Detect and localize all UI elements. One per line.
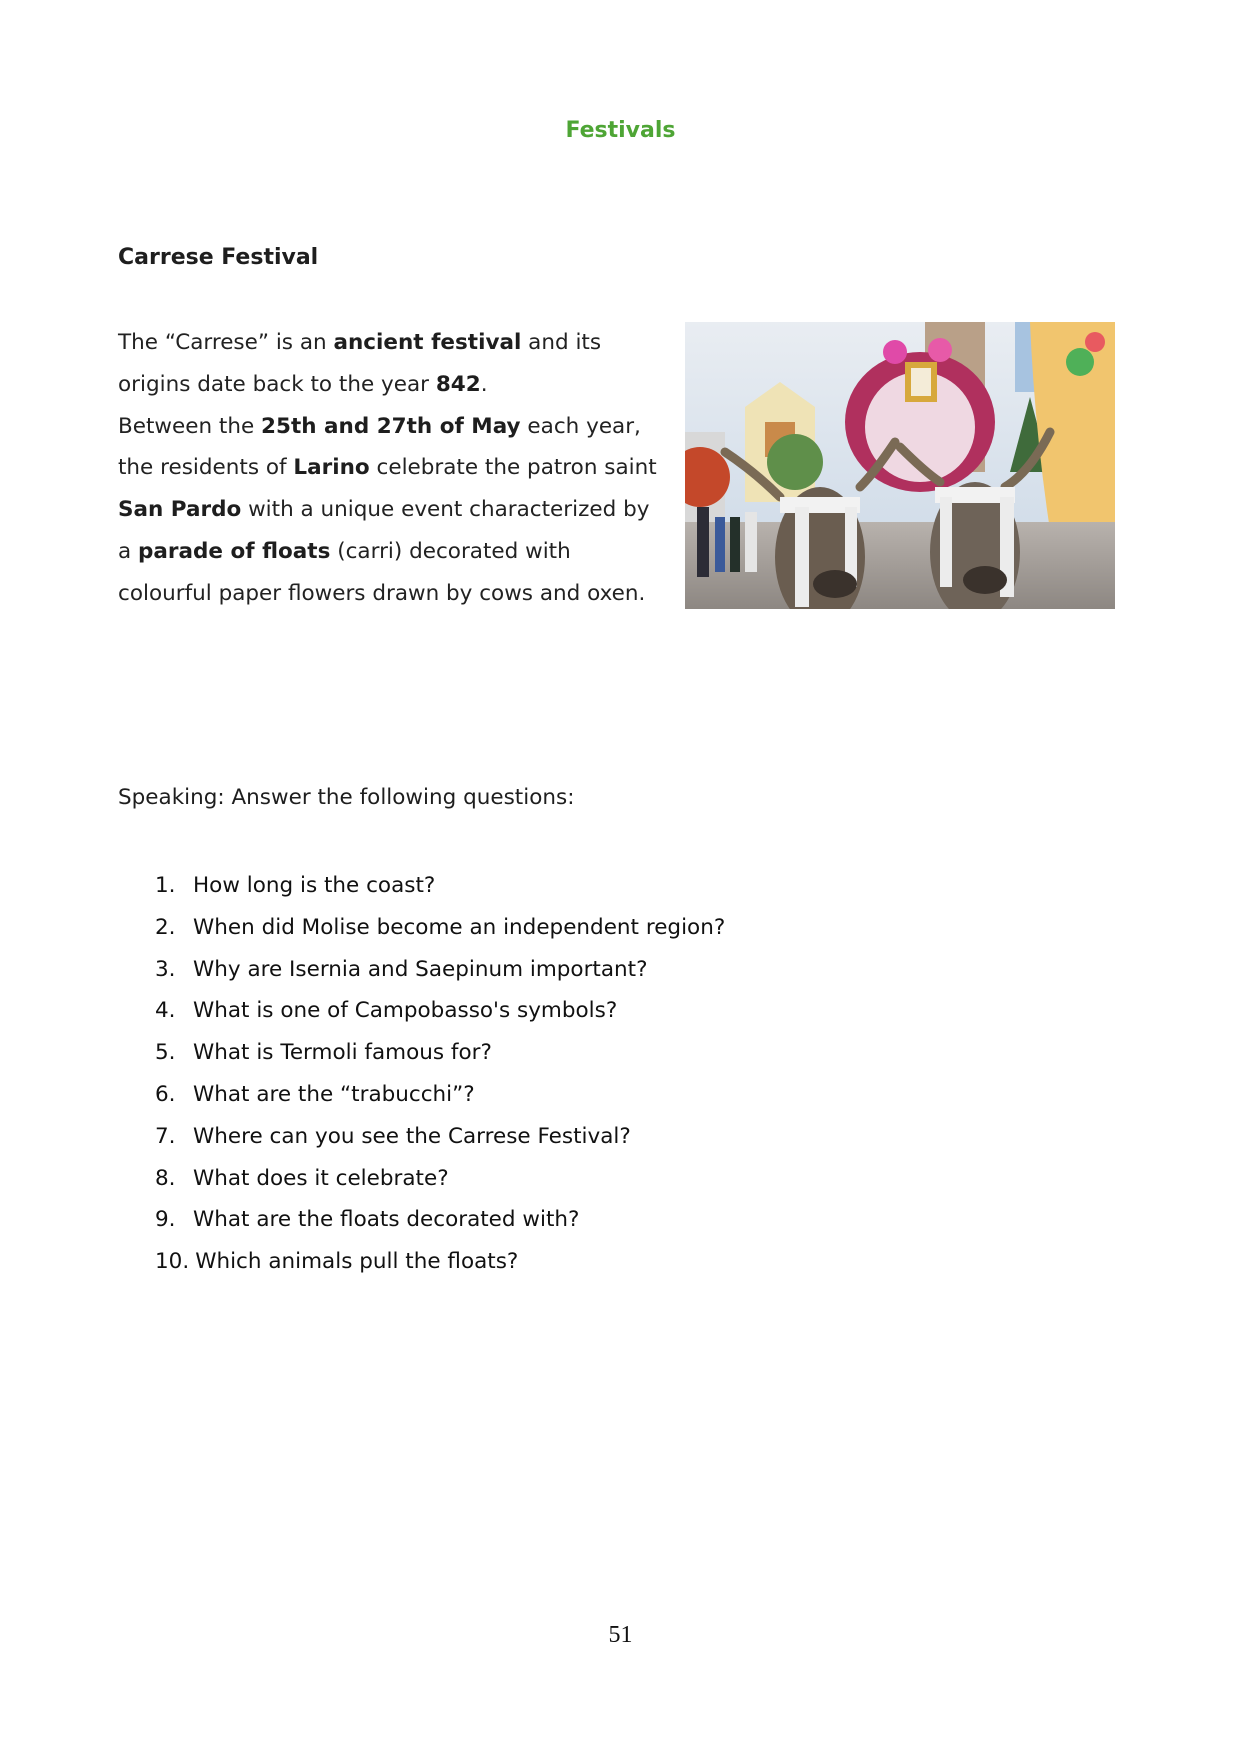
page-title: Festivals	[565, 118, 676, 143]
intro-paragraph	[118, 322, 658, 615]
list-item	[155, 1116, 725, 1158]
page-number: 51	[608, 1622, 633, 1648]
list-item	[155, 1032, 725, 1074]
item-number: 7.	[155, 1123, 176, 1149]
question-text: Where can you see the Carrese Festival?	[193, 1123, 631, 1149]
question-text: What is Termoli famous for?	[193, 1040, 492, 1066]
question-text: Which animals pull the floats?	[195, 1249, 519, 1275]
text: (carri) decorated with colourful paper flowers drawn by cows and oxen.	[118, 538, 646, 606]
text: celebrate the patron saint	[369, 455, 657, 481]
text: and its origins date back to the year	[118, 330, 602, 397]
item-number: 6.	[155, 1081, 176, 1107]
text: Between the	[118, 413, 262, 439]
section-title: Carrese Festival	[118, 245, 319, 270]
item-number: 3.	[155, 956, 176, 982]
item-number: 2.	[155, 914, 176, 940]
list-item	[155, 949, 725, 991]
bold-text: Larino	[293, 455, 370, 481]
list-item	[155, 1241, 725, 1283]
item-number: 5.	[155, 1040, 176, 1066]
list-item	[155, 907, 725, 949]
question-text: When did Molise become an independent region?	[193, 914, 726, 940]
list-item	[155, 1158, 725, 1200]
item-number: 4.	[155, 998, 176, 1024]
item-number: 10.	[155, 1249, 190, 1275]
question-text: How long is the coast?	[193, 873, 436, 898]
list-item	[155, 1199, 725, 1241]
bold-text: San Pardo	[118, 497, 242, 523]
text: The “Carrese” is an	[118, 330, 334, 355]
question-text: What is one of Campobasso's symbols?	[193, 998, 618, 1024]
question-text: What are the “trabucchi”?	[193, 1081, 475, 1107]
question-text: Why are Isernia and Saepinum important?	[193, 956, 648, 982]
text: each year, the residents of	[118, 413, 641, 481]
bold-text: 25th and 27th of May	[261, 413, 521, 439]
item-number: 1.	[155, 873, 176, 898]
question-text: What are the floats decorated with?	[193, 1207, 580, 1233]
bold-text: parade of floats	[138, 538, 331, 564]
list-item	[155, 1074, 725, 1116]
item-number: 9.	[155, 1207, 176, 1233]
list-item	[155, 990, 725, 1032]
list-item	[155, 865, 725, 907]
item-number: 8.	[155, 1165, 176, 1191]
festival-photo	[685, 322, 1115, 609]
bold-text: ancient festival	[333, 330, 522, 355]
question-text: What does it celebrate?	[193, 1165, 449, 1191]
questions-list	[155, 865, 725, 1283]
speaking-prompt: Speaking: Answer the following questions:	[118, 785, 575, 810]
text: .	[480, 371, 488, 397]
text: with a unique event characterized by a	[118, 497, 650, 564]
bold-text: 842	[435, 371, 481, 397]
